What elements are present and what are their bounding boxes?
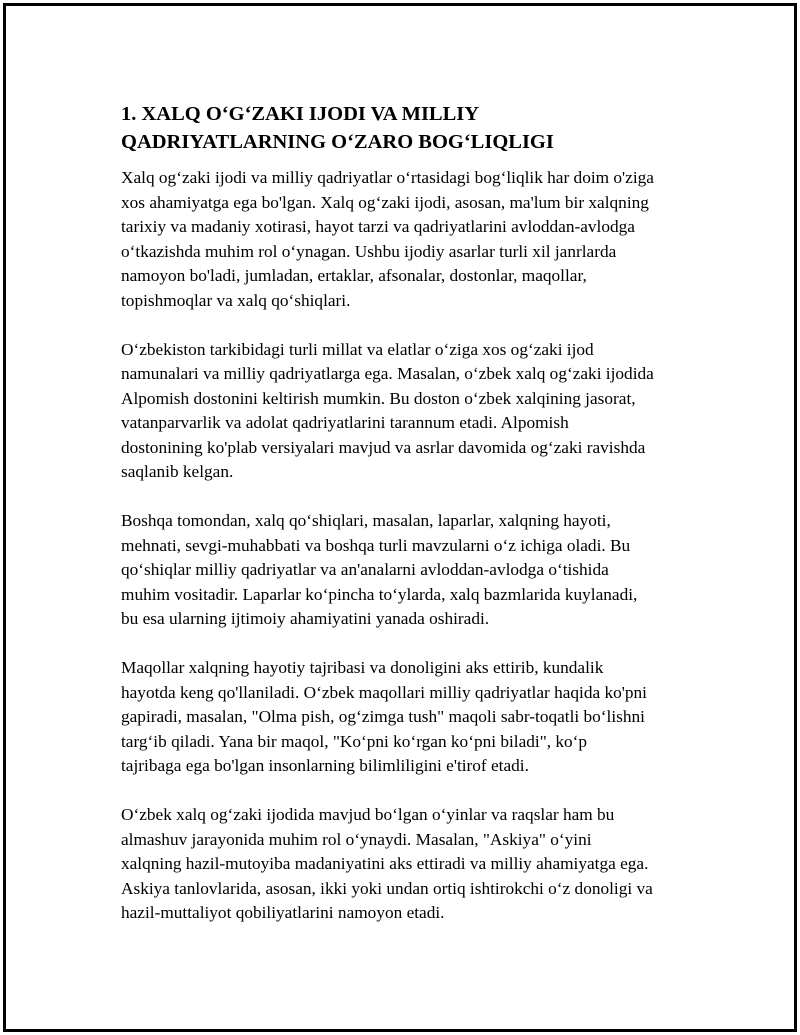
- text-line: mehnati, sevgi-muhabbati va boshqa turli mavzularni o‘z ichiga oladi. Bu: [121, 535, 631, 555]
- text-line: gapiradi, masalan, "Olma pish, og‘zimga tush" maqoli sabr-toqatli bo‘lishni: [121, 707, 645, 726]
- paragraph-3: [121, 509, 701, 632]
- text-line: hayotda keng qo'llaniladi. O‘zbek maqollari milliy qadriyatlar haqida ko'pni: [121, 682, 647, 702]
- text-line: saqlanib kelgan.: [121, 462, 234, 481]
- paragraph-2: [121, 338, 701, 485]
- text-line: qo‘shiqlar milliy qadriyatlar va an'analarni avloddan-avlodga o‘tishida: [121, 560, 609, 579]
- paragraph-5: [121, 803, 701, 926]
- text-line: topishmoqlar va xalq qo‘shiqlari.: [121, 290, 351, 310]
- paragraph-4: [121, 656, 701, 779]
- text-line: vatanparvarlik va adolat qadriyatlarini tarannum etadi. Alpomish: [121, 413, 569, 432]
- text-line: Xalq og‘zaki ijodi va milliy qadriyatlar o‘rtasidagi bog‘liqlik har doim o'ziga: [121, 168, 654, 187]
- section-heading: [121, 100, 701, 156]
- text-line: namunalari va milliy qadriyatlarga ega. Masalan, o‘zbek xalq og‘zaki ijodida: [121, 364, 654, 383]
- text-line: targ‘ib qiladi. Yana bir maqol, "Ko‘pni ko‘rgan ko‘pni biladi", ko‘p: [121, 731, 588, 751]
- text-line: Maqollar xalqning hayotiy tajribasi va donoligini aks ettirib, kundalik: [121, 658, 604, 677]
- text-line: O‘zbekiston tarkibidagi turli millat va elatlar o‘ziga xos og‘zaki ijod: [121, 339, 594, 359]
- text-line: tarixiy va madaniy xotirasi, hayot tarzi va qadriyatlarini avloddan-avlodga: [121, 217, 635, 236]
- paragraph-1: [121, 166, 701, 313]
- text-line: xalqning hazil-mutoyiba madaniyatini aks ettiradi va milliy ahamiyatga ega.: [121, 854, 649, 873]
- text-line: bu esa ularning ijtimoiy ahamiyatini yanada oshiradi.: [121, 609, 490, 628]
- text-line: tajribaga ega bo'lgan insonlarning bilimliligini e'tirof etadi.: [121, 756, 529, 775]
- text-line: O‘zbek xalq og‘zaki ijodida mavjud bo‘lgan o‘yinlar va raqslar ham bu: [121, 805, 615, 824]
- text-line: xos ahamiyatga ega bo'lgan. Xalq og‘zaki ijodi, asosan, ma'lum bir xalqning: [121, 192, 649, 212]
- text-line: Alpomish dostonini keltirish mumkin. Bu doston o‘zbek xalqining jasorat,: [121, 388, 636, 408]
- text-line: muhim vositadir. Laparlar ko‘pincha to‘ylarda, xalq bazmlarida kuylanadi,: [121, 584, 638, 604]
- document-content: [121, 100, 701, 926]
- document-page: [3, 3, 797, 1032]
- heading-line: 1. XALQ O‘G‘ZAKI IJODI VA MILLIY: [121, 103, 480, 125]
- text-line: Askiya tanlovlarida, asosan, ikki yoki undan ortiq ishtirokchi o‘z donoligi va: [121, 878, 653, 898]
- text-line: almashuv jarayonida muhim rol o‘ynaydi. Masalan, "Askiya" o‘yini: [121, 829, 592, 849]
- text-line: namoyon bo'ladi, jumladan, ertaklar, afsonalar, dostonlar, maqollar,: [121, 266, 587, 285]
- text-line: hazil-muttaliyot qobiliyatlarini namoyon etadi.: [121, 903, 445, 922]
- text-line: dostonining ko'plab versiyalari mavjud va asrlar davomida og‘zaki ravishda: [121, 437, 646, 457]
- heading-line: QADRIYATLARNING O‘ZARO BOG‘LIQLIGI: [121, 131, 554, 153]
- text-line: o‘tkazishda muhim rol o‘ynagan. Ushbu ijodiy asarlar turli xil janrlarda: [121, 241, 617, 261]
- text-line: Boshqa tomondan, xalq qo‘shiqlari, masalan, laparlar, xalqning hayoti,: [121, 511, 611, 530]
